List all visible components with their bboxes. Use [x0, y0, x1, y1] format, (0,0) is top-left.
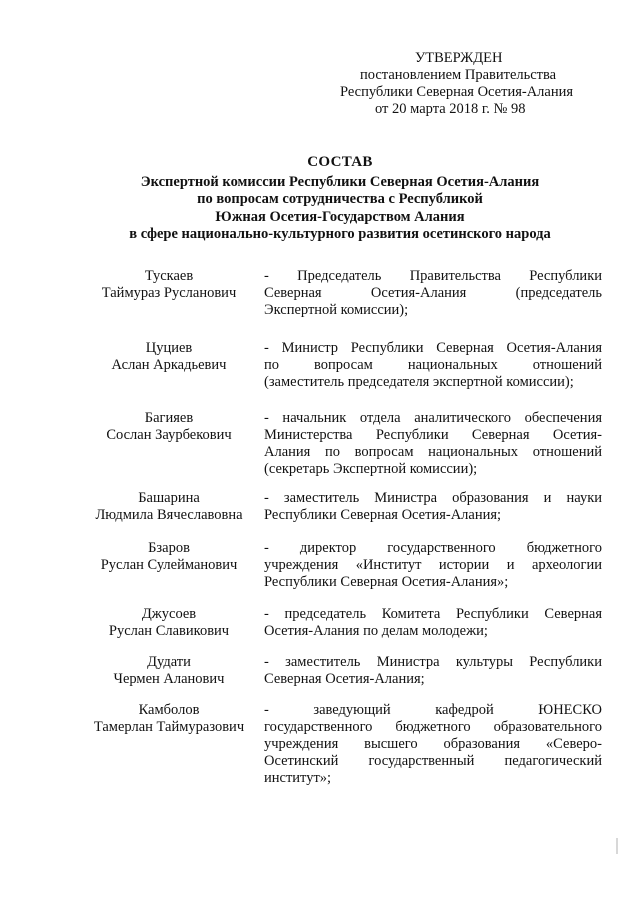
member-role-line: по вопросам национальных отношений: [264, 357, 602, 373]
member-role-line: Осетинский государственный педагогический: [264, 753, 602, 769]
member-name: [80, 490, 258, 524]
member-role: [264, 340, 602, 391]
member-surname: Цуциев: [145, 340, 193, 356]
member-role: [264, 490, 602, 524]
approval-date-number: от 20 марта 2018 г. № 98: [375, 101, 526, 117]
member-role-line: Северная Осетия-Алания (председатель: [264, 285, 602, 301]
member-given-name: Чермен Аланович: [113, 671, 225, 687]
member-role: [264, 702, 602, 787]
member-role-line: - Министр Республики Северная Осетия-Алания: [264, 340, 602, 356]
member-role-line: Республики Северная Осетия-Алания»;: [264, 574, 509, 590]
member-given-name: Руслан Сулейманович: [100, 557, 238, 573]
member-name: [80, 702, 258, 736]
approval-stamp: [330, 50, 600, 118]
heading-line-3: Южная Осетия-Государством Алания: [215, 208, 465, 225]
member-surname: Камболов: [138, 702, 200, 718]
member-given-name: Аслан Аркадьевич: [111, 357, 227, 373]
member-given-name: Тамерлан Таймуразович: [93, 719, 245, 735]
member-role: [264, 268, 602, 319]
heading-line-1: Экспертной комиссии Республики Северная Осетия-Алания: [140, 173, 540, 190]
member-given-name: Людмила Вячеславовна: [95, 507, 243, 523]
member-role-line: - Председатель Правительства Республики: [264, 268, 602, 284]
document-title: СОСТАВ: [307, 154, 373, 170]
member-role-line: (заместитель председателя экспертной комиссии);: [264, 374, 574, 390]
member-role-line: - начальник отдела аналитического обеспечения: [264, 410, 602, 426]
member-surname: Багияев: [144, 410, 194, 426]
member-given-name: Руслан Славикович: [108, 623, 230, 639]
member-name: [80, 340, 258, 374]
member-role-line: Северная Осетия-Алания;: [264, 671, 425, 687]
member-role-line: государственного бюджетного образовательного: [264, 719, 602, 735]
member-role-line: Республики Северная Осетия-Алания;: [264, 507, 502, 523]
member-role-line: - председатель Комитета Республики Северная: [264, 606, 602, 622]
member-role: [264, 410, 602, 478]
member-surname: Дудати: [147, 654, 191, 670]
member-role-line: - директор государственного бюджетного: [264, 540, 602, 556]
member-surname: Джусоев: [141, 606, 197, 622]
member-role: [264, 540, 602, 591]
member-given-name: Сослан Заурбекович: [106, 427, 232, 443]
heading-line-4: в сфере национально-культурного развития осетинского народа: [129, 226, 551, 242]
member-name: [80, 268, 258, 302]
member-role: [264, 654, 602, 688]
approval-authority: Республики Северная Осетия-Алания: [340, 84, 574, 100]
member-role-line: - заместитель Министра образования и науки: [264, 490, 602, 506]
member-role-line: - заведующий кафедрой ЮНЕСКО: [264, 702, 602, 718]
member-role-line: Осетия-Алания по делам молодежи;: [264, 623, 488, 639]
scan-margin-mark: [616, 838, 618, 854]
member-surname: Башарина: [138, 490, 200, 506]
member-role-line: учреждения «Институт истории и археологии: [264, 557, 602, 573]
member-role-line: Министерства Республики Северная Осетия-: [264, 427, 602, 443]
heading-line-2: по вопросам сотрудничества с Республикой: [197, 191, 483, 207]
member-role-line: (секретарь Экспертной комиссии);: [264, 461, 478, 477]
member-name: [80, 410, 258, 444]
member-name: [80, 654, 258, 688]
approval-title: УТВЕРЖДЕН: [415, 50, 503, 66]
member-role: [264, 606, 602, 640]
member-role-line: институт»;: [264, 770, 332, 786]
member-name: [80, 540, 258, 574]
member-name: [80, 606, 258, 640]
member-role-line: учреждения высшего образования «Северо-: [264, 736, 602, 752]
approval-resolution: постановлением Правительства: [360, 67, 557, 83]
member-surname: Тускаев: [144, 268, 194, 284]
member-role-line: Алания по вопросам национальных отношений: [264, 444, 602, 460]
member-role-line: Экспертной комиссии);: [264, 302, 409, 318]
member-surname: Бзаров: [148, 540, 190, 556]
member-given-name: Таймураз Русланович: [101, 285, 237, 301]
member-role-line: - заместитель Министра культуры Республики: [264, 654, 602, 670]
document-heading: [80, 154, 600, 244]
